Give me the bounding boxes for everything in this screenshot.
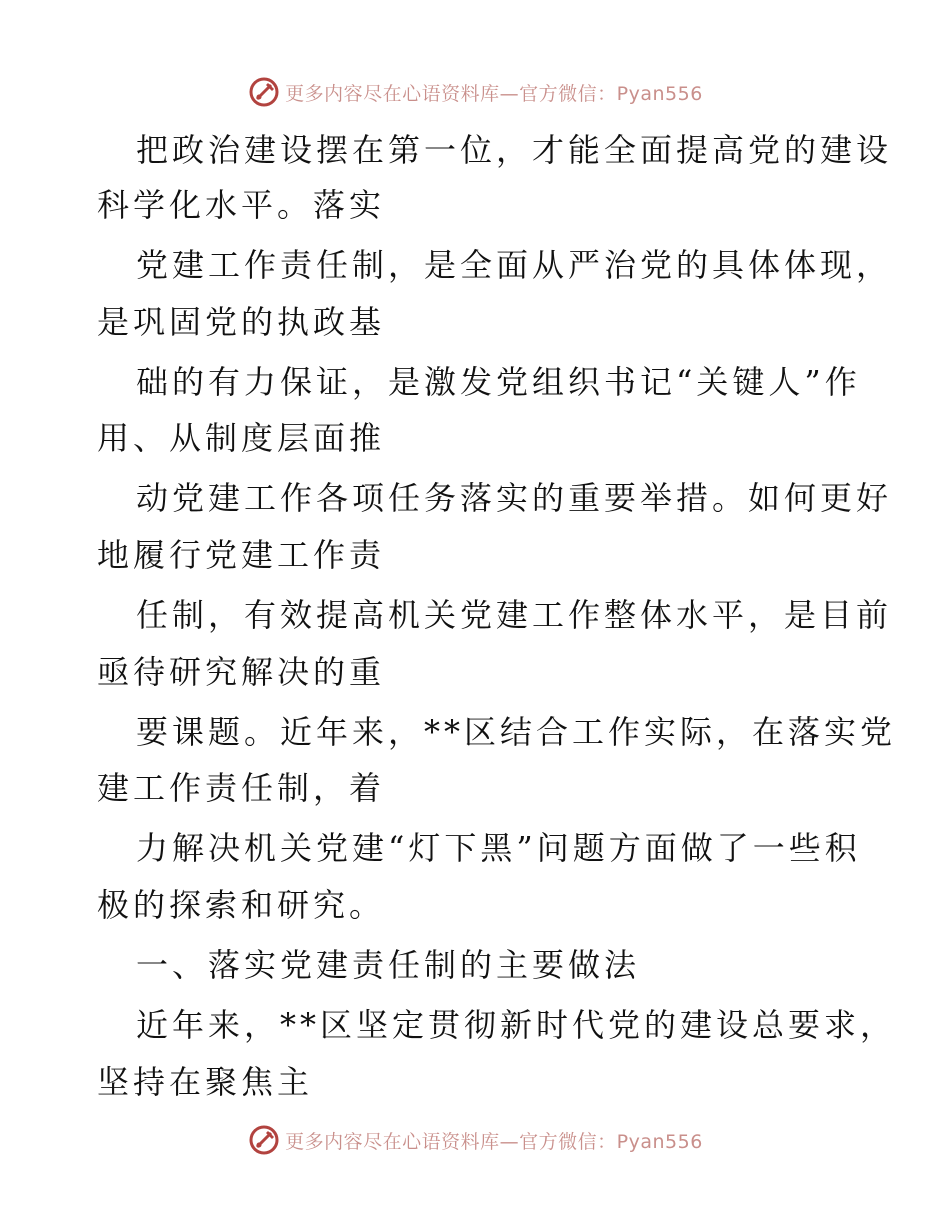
section-heading: 一、落实党建责任制的主要做法 — [136, 946, 641, 984]
text-line: 科学化水平。落实 — [97, 186, 386, 224]
text-line: 是巩固党的执政基 — [97, 303, 386, 341]
watermark-text: 更多内容尽在心语资料库—官方微信：Pyan556 — [285, 82, 703, 105]
text-line: 要课题。近年来，**区结合工作实际，在落实党 — [136, 713, 897, 751]
seal-logo-icon — [247, 75, 281, 109]
seal-logo-icon — [247, 1123, 281, 1157]
text-line: 建工作责任制，着 — [97, 769, 386, 807]
watermark-text: 更多内容尽在心语资料库—官方微信：Pyan556 — [285, 1130, 703, 1153]
footer-watermark — [0, 1120, 950, 1160]
text-line: 党建工作责任制，是全面从严治党的具体体现， — [136, 246, 893, 284]
text-line: 用、从制度层面推 — [97, 419, 386, 457]
text-line: 力解决机关党建“灯下黑”问题方面做了一些积 — [136, 829, 861, 867]
text-line: 把政治建设摆在第一位，才能全面提高党的建设 — [136, 131, 893, 169]
text-line: 坚持在聚焦主 — [97, 1063, 314, 1101]
text-line: 础的有力保证，是激发党组织书记“关键人”作 — [136, 363, 861, 401]
text-line: 地履行党建工作责 — [97, 536, 386, 574]
text-line: 动党建工作各项任务落实的重要举措。如何更好 — [136, 479, 893, 517]
text-line: 任制，有效提高机关党建工作整体水平，是目前 — [136, 596, 893, 634]
header-watermark — [0, 72, 950, 112]
text-line: 亟待研究解决的重 — [97, 653, 386, 691]
text-line: 近年来，**区坚定贯彻新时代党的建设总要求， — [136, 1006, 897, 1044]
text-line: 极的探索和研究。 — [97, 886, 386, 924]
